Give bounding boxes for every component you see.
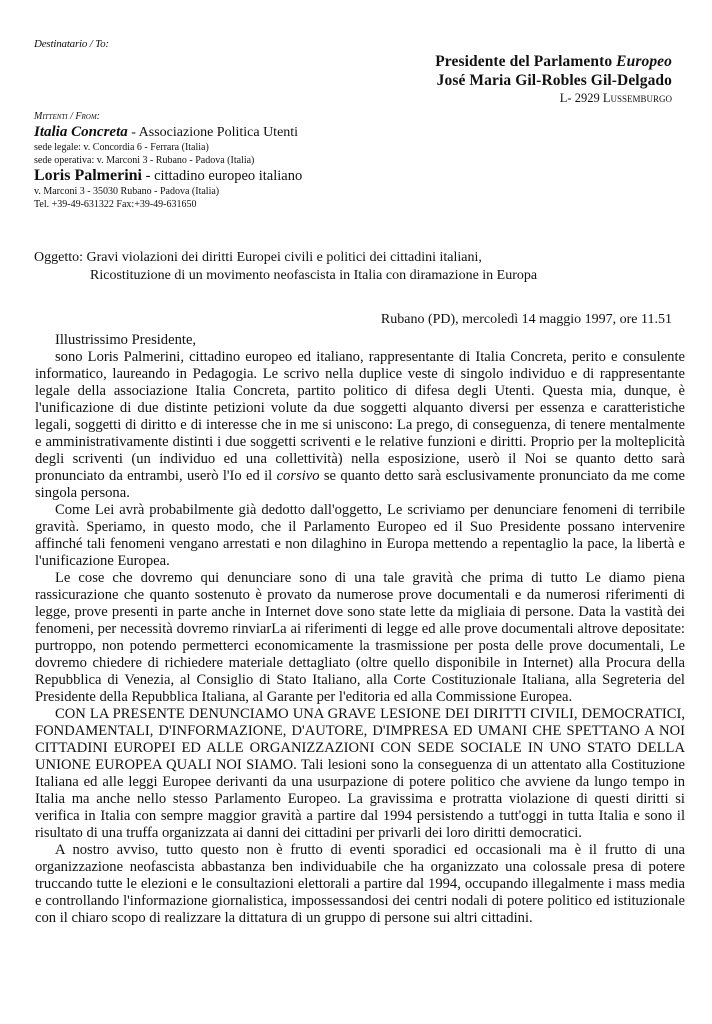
person-description: - cittadino europeo italiano [141,168,303,184]
salutation: Illustrissimo Presidente, [55,332,197,348]
sender-contacts: Tel. +39-49-631322 Fax:+39-49-631650 [34,199,197,210]
letter-body [35,332,685,927]
recipient-label: Destinatario / To: [34,38,109,50]
sede-legale: sede legale: v. Concordia 6 - Ferrara (Italia) [34,142,209,153]
subject-block [34,249,684,285]
person-name: Loris Palmerini [34,167,142,184]
date-place: Rubano (PD), mercoledì 14 maggio 1997, ore 11.51 [380,312,672,327]
sender-organization [34,124,302,141]
subject-text-1: Gravi violazioni dei diritti Europei civili e politici dei cittadini italiani, [86,250,482,265]
paragraph-4-caps: CON LA PRESENTE DENUNCIAMO UNA GRAVE LESIONE DEI DIRITTI CIVILI, DEMOCRATICI, FONDAMENTALI, D'INFORMAZIONE, D'AUTORE, D'IMPRESA ED UMANI CHE SPETTANO A NOI CITTADINI EUROPEI ED ALLE ORGANIZZAZIONI CON SEDE SOCIALE IN UNO STATO DELLA UNIONE EUROPEA QUALI NOI SIAMO. [35,706,685,773]
sede-operativa: sede operativa: v. Marconi 3 - Rubano - Padova (Italia) [34,155,255,166]
recipient-address: L- 2929 Lussemburgo [559,91,672,105]
paragraph-2: Come Lei avrà probabilmente già dedotto dall'oggetto, Le scriviamo per denunciare fenomeni di terribile gravità. Speriamo, in questo modo, che il Parlamento Europeo ed il Suo Presidente possano intervenire affinché tali fenomeni vengano arrestati e non dilaghino in Europa mettendo a repentaglio la pace, la libertà e l'unificazione Europea. [35,502,685,569]
paragraph-1-text-end: se quanto detto sarà esclusivamente pronunciato da me come singola persona. [35,468,686,501]
organization-description: - Associazione Politica Utenti [127,125,299,140]
paragraph-4-text: Tali lesioni sono la conseguenza di un attentato alla Costituzione Italiana ed alle leggi Europee derivanti da una usurpazione di potere politico che avviene da lungo tempo in Italia ma anche nello stesso Parlamento Europeo. La gravissima e protratta violazione di questi diritti si verifica in Italia con sempre maggior gravità a partire dal 1994 persistendo a tutt'oggi in tutta Italia e sono il risultato di una truffa organizzata ai danni dei cittadini per privarli dei loro diritti democratici. [35,757,686,841]
paragraph-1-text: sono Loris Palmerini, cittadino europeo ed italiano, rappresentante di Italia Concreta, perito e consulente informatico, laureando in Pedagogia. Le scrivo nella duplice veste di singolo individuo e di rappresentante legale della associazione Italia Concreta, partito politico di difesa degli Utenti. Questa mia, dunque, è l'unificazione di due distinte petizioni volute da due soggetti alquanto diversi per essenza e caratteristiche legali, soggetti di diritto e di interesse che in me si uniscono: La prego, di conseguenza, di tenere mentalmente e amministrativamente distinti i due soggetti scriventi e le relative funzioni e diritti. Proprio per la molteplicità degli scriventi (un individuo ed una collettività) nella esposizione, userò il Noi se quanto detto sarà pronunciato da entrambi, userò l'Io ed il [35,349,685,484]
paragraph-1 [35,349,685,502]
organization-name: Italia Concreta [34,124,128,140]
paragraph-3: Le cose che dovremo qui denunciare sono di una tale gravità che prima di tutto Le diamo piena rassicurazione che quanto sostenuto è provato da numerose prove documentali e da numerosi riferimenti di legge, prove presenti in parte anche in Internet dove sono state lette da migliaia di persone. Data la vastità dei fenomeni, per necessità dovremo rinviarLa ai riferimenti di legge ed alle prove documentali altrove depositate: purtroppo, non potendo permetterci economicamente la trasmissione per posta delle prove documentali, Le dovremo chiedere di richiedere materiale dettagliato (oltre quello disponibile in Internet) alla Procura della Repubblica di Venezia, al Consiglio di Stato Italiano, alla Corte Costituzionale Italiana, alla Segreteria del Presidente della Repubblica Italiana, al Garante per l'editoria ed alla Commissione Europea. [35,570,685,705]
recipient-block [435,52,672,106]
recipient-name: José Maria Gil-Robles Gil-Delgado [436,72,672,89]
recipient-title-main: Presidente del Parlamento [435,53,617,70]
subject-line-1 [34,249,684,267]
recipient-title [435,52,672,71]
sender-address: v. Marconi 3 - 35030 Rubano - Padova (Italia) [34,186,220,197]
paragraph-1-italic: corsivo [276,468,320,484]
paragraph-4 [35,706,685,842]
subject-label: Oggetto: [34,250,87,265]
recipient-title-italic: Europeo [616,53,672,70]
sender-block [34,124,302,211]
sender-person [34,167,302,185]
paragraph-5: A nostro avviso, tutto questo non è frutto di eventi sporadici ed occasionali ma è il frutto di una organizzazione neofascista abbastanza ben individuabile che ha organizzato una colossale presa di potere truccando tutte le elezioni e le consultazioni elettorali a partire dal 1994, occupando illegalmente i mass media e controllando l'informazione giornalistica, impossessandosi dei centri nodali di potere politico ed istituzionale con il chiaro scopo di realizzare la dittatura di un gruppo di persone sui altri cittadini. [35,842,685,926]
sender-label: Mittenti / From: [34,111,100,122]
subject-line-2: Ricostituzione di un movimento neofascista in Italia con diramazione in Europa [90,268,538,283]
